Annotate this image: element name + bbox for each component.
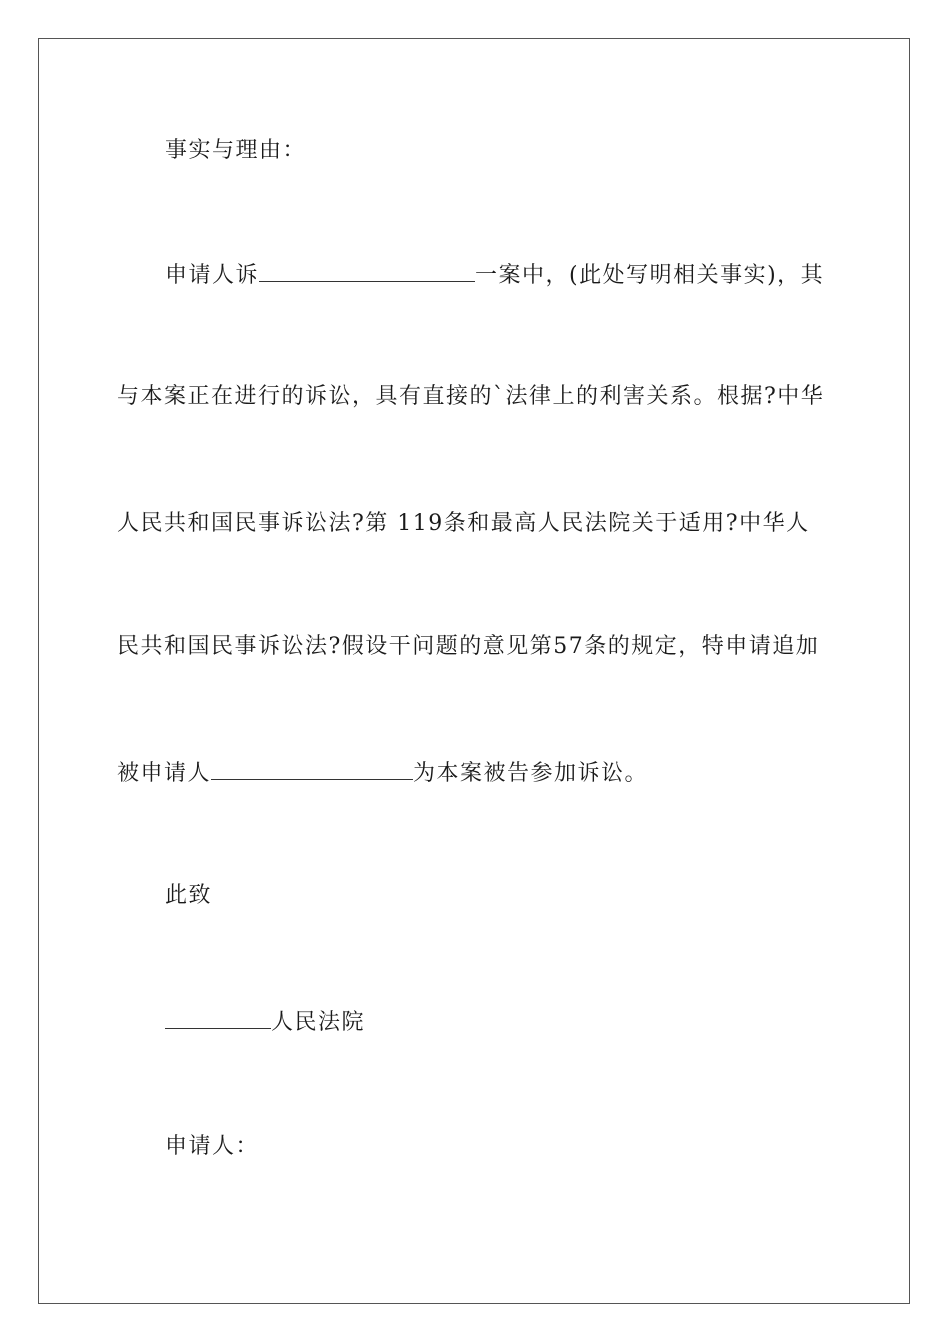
paragraph-line-4: 民共和国民事诉讼法?假设干问题的意见第57条的规定，特申请追加 — [117, 634, 820, 659]
court-line — [165, 1006, 365, 1038]
case-description-text: 一案中，(此处写明相关事实)，其 — [475, 263, 825, 288]
court-suffix-label: 人民法院 — [271, 1010, 366, 1035]
paragraph-line-1 — [165, 259, 824, 291]
facts-heading: 事实与理由： — [165, 138, 307, 163]
page-frame — [38, 38, 910, 1304]
closing-salutation: 此致 — [165, 883, 213, 908]
paragraph-line-3: 人民共和国民事诉讼法?第 119条和最高人民法院关于适用?中华人 — [117, 511, 810, 536]
paragraph-line-5 — [117, 757, 648, 789]
applicant-signature-label: 申请人： — [165, 1134, 260, 1159]
applicant-sues-label: 申请人诉 — [165, 263, 260, 288]
paragraph-line-2: 与本案正在进行的诉讼，具有直接的`法律上的利害关系。根据?中华 — [117, 384, 825, 409]
court-name-blank-field — [165, 1006, 271, 1029]
join-litigation-text: 为本案被告参加诉讼。 — [413, 761, 649, 786]
respondent-label: 被申请人 — [117, 761, 212, 786]
case-blank-field — [259, 259, 475, 282]
respondent-blank-field — [211, 757, 413, 780]
